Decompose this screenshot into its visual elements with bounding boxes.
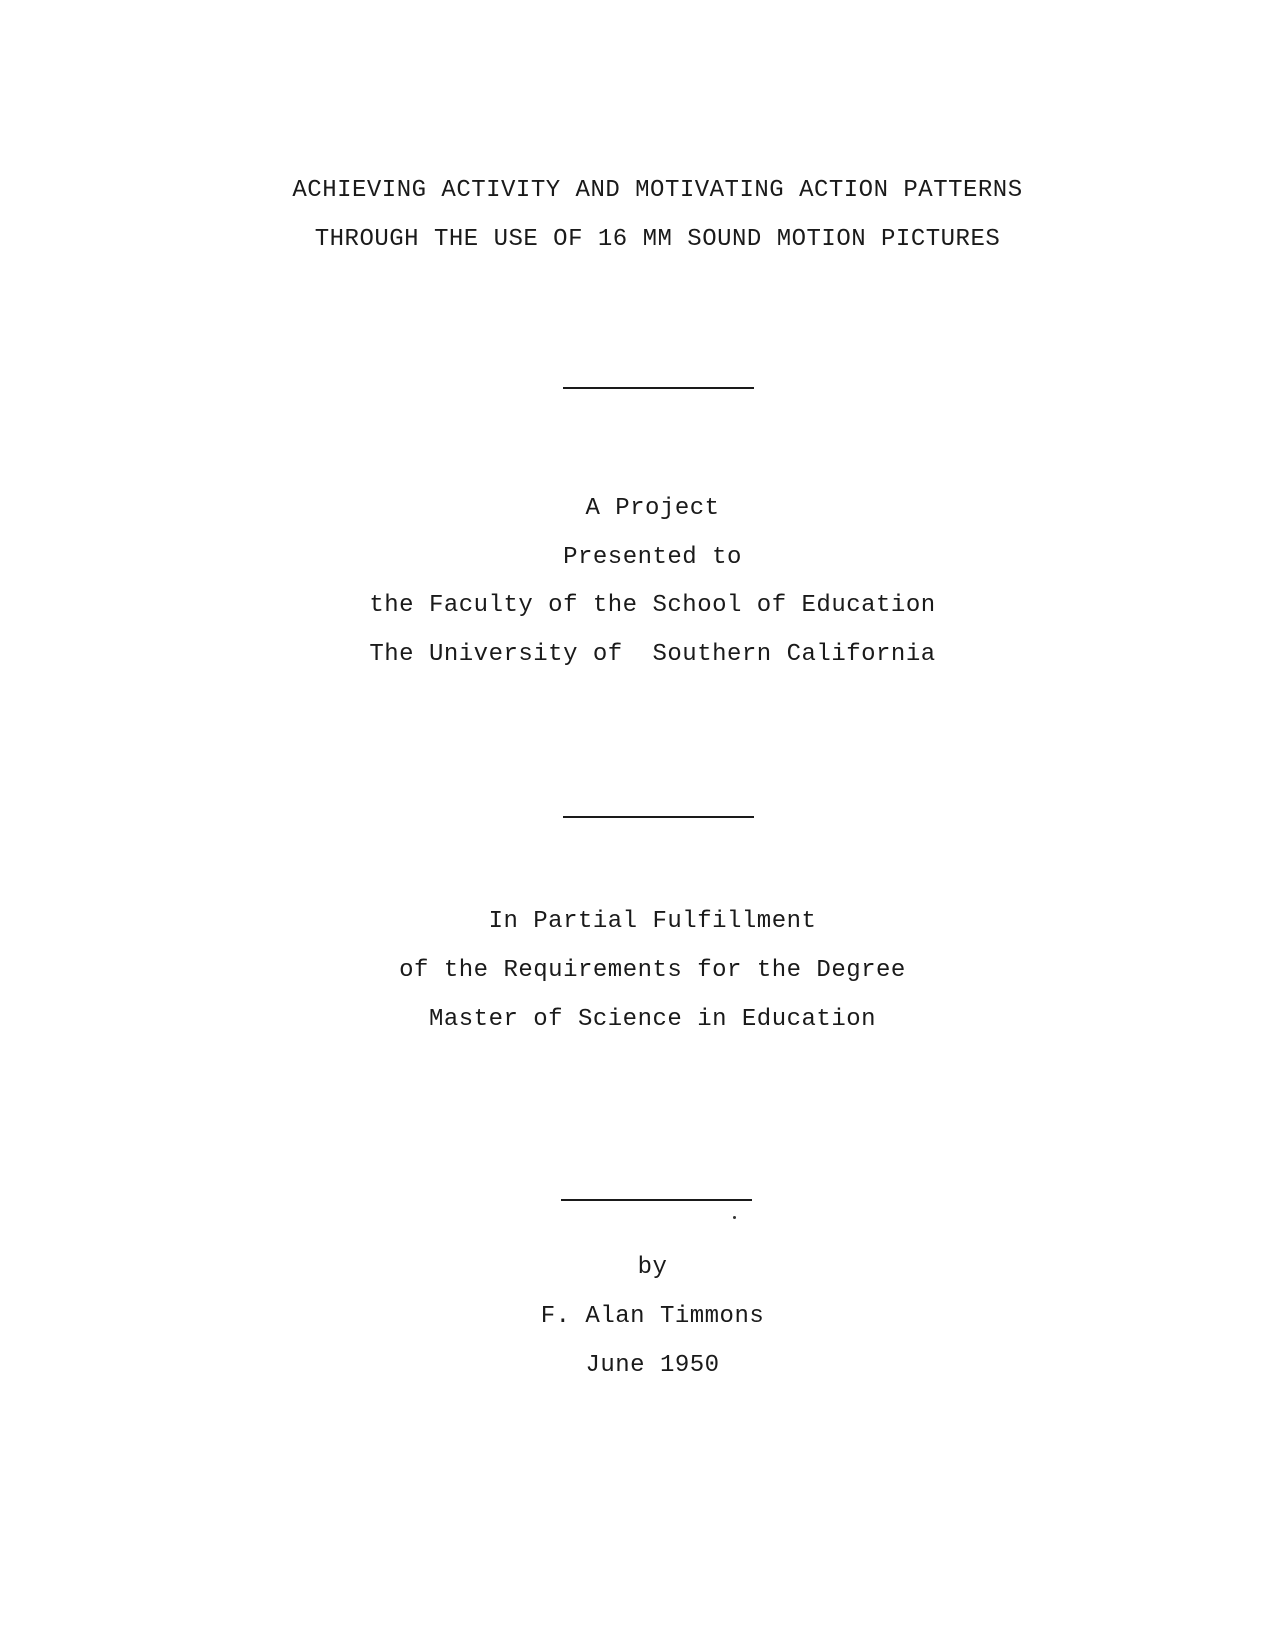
title-line-2: THROUGH THE USE OF 16 MM SOUND MOTION PICTURES (314, 226, 1001, 253)
faculty-line: the Faculty of the School of Education (369, 592, 936, 619)
fulfillment-line-2: of the Requirements for the Degree (399, 957, 906, 984)
divider-rule-2 (563, 816, 754, 818)
university-line: The University of Southern California (369, 641, 936, 668)
paper-speck (733, 1216, 736, 1219)
presented-to-label: Presented to (563, 544, 742, 571)
divider-rule-1 (563, 387, 754, 389)
title-line-1: ACHIEVING ACTIVITY AND MOTIVATING ACTION PATTERNS (292, 177, 1023, 204)
by-label: by (637, 1254, 668, 1281)
divider-rule-3 (561, 1199, 752, 1201)
submission-date: June 1950 (585, 1352, 720, 1379)
degree-line: Master of Science in Education (428, 1006, 877, 1033)
project-label: A Project (585, 495, 720, 522)
author-name: F. Alan Timmons (540, 1303, 765, 1330)
fulfillment-line-1: In Partial Fulfillment (488, 908, 817, 935)
